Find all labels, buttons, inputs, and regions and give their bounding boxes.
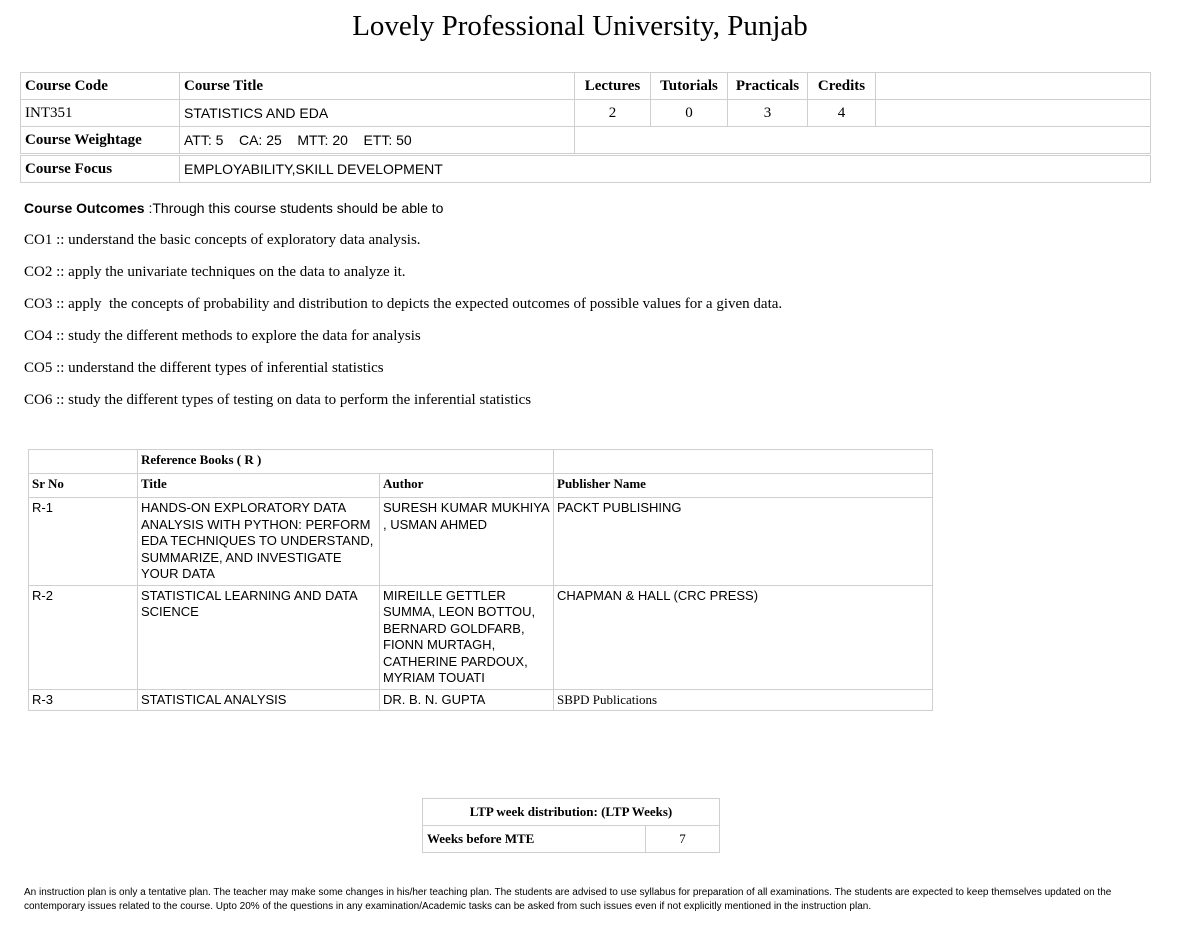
ref-publisher: SBPD Publications xyxy=(554,689,933,711)
ref-publisher: CHAPMAN & HALL (CRC PRESS) xyxy=(554,585,933,689)
ref-author: SURESH KUMAR MUKHIYA , USMAN AHMED xyxy=(380,498,554,586)
ltp-heading-row xyxy=(423,799,720,826)
ltp-heading: LTP week distribution: (LTP Weeks) xyxy=(423,799,720,826)
reference-books-table xyxy=(28,449,933,711)
header-lectures: Lectures xyxy=(575,73,651,100)
course-focus-label: Course Focus xyxy=(21,156,180,183)
lectures-value: 2 xyxy=(575,100,651,127)
course-title-value: STATISTICS AND EDA xyxy=(180,100,575,127)
course-header-row xyxy=(21,73,1151,100)
reference-section-empty-right xyxy=(554,450,933,474)
reference-section-label: Reference Books ( R ) xyxy=(138,450,554,474)
course-weightage-label: Course Weightage xyxy=(21,127,180,154)
ref-sr: R-1 xyxy=(29,498,138,586)
outcome-co2: CO2 :: apply the univariate techniques on the data to analyze it. xyxy=(24,264,406,280)
ref-sr: R-3 xyxy=(29,689,138,711)
outcome-co6: CO6 :: study the different types of testing on data to perform the inferential statistics xyxy=(24,392,532,408)
ltp-weeks-row xyxy=(423,826,720,853)
header-tutorials: Tutorials xyxy=(651,73,728,100)
credits-value: 4 xyxy=(808,100,876,127)
ref-title: STATISTICAL ANALYSIS xyxy=(138,689,380,711)
tutorials-value: 0 xyxy=(651,100,728,127)
column-publisher: Publisher Name xyxy=(554,474,933,498)
course-values-row xyxy=(21,100,1151,127)
table-row xyxy=(29,689,933,711)
table-row xyxy=(29,585,933,689)
course-outcomes-section xyxy=(24,198,782,422)
outcome-co4: CO4 :: study the different methods to explore the data for analysis xyxy=(24,328,421,344)
header-empty-cell xyxy=(876,73,1151,100)
page-title: Lovely Professional University, Punjab xyxy=(352,10,808,42)
reference-columns-row xyxy=(29,474,933,498)
column-sr-no: Sr No xyxy=(29,474,138,498)
outcome-co3: CO3 :: apply the concepts of probability and distribution to depicts the expected outcomes of possible values for a given data. xyxy=(24,296,783,312)
course-outcomes-title: Course Outcomes xyxy=(24,200,145,216)
weeks-before-mte-value: 7 xyxy=(646,826,720,853)
ref-publisher: PACKT PUBLISHING xyxy=(554,498,933,586)
header-credits: Credits xyxy=(808,73,876,100)
ltp-distribution-table xyxy=(422,798,720,853)
column-title: Title xyxy=(138,474,380,498)
course-info-table xyxy=(20,72,1151,183)
header-practicals: Practicals xyxy=(728,73,808,100)
weightage-empty-cell xyxy=(575,127,1151,154)
reference-section-row xyxy=(29,450,933,474)
column-author: Author xyxy=(380,474,554,498)
ref-title: HANDS-ON EXPLORATORY DATA ANALYSIS WITH PYTHON: PERFORM EDA TECHNIQUES TO UNDERSTAND, SUMMARIZE, AND INVESTIGATE YOUR DATA xyxy=(138,498,380,586)
table-row xyxy=(29,498,933,586)
ref-author: MIREILLE GETTLER SUMMA, LEON BOTTOU, BERNARD GOLDFARB, FIONN MURTAGH, CATHERINE PARDOUX, MYRIAM TOUATI xyxy=(380,585,554,689)
reference-section-empty xyxy=(29,450,138,474)
course-focus-row xyxy=(21,156,1151,183)
course-weightage-value: ATT: 5 CA: 25 MTT: 20 ETT: 50 xyxy=(180,127,575,154)
course-outcomes-intro: :Through this course students should be able to xyxy=(144,200,444,216)
course-code-value: INT351 xyxy=(21,100,180,127)
outcome-co1: CO1 :: understand the basic concepts of exploratory data analysis. xyxy=(24,232,421,248)
outcome-co5: CO5 :: understand the different types of inferential statistics xyxy=(24,360,384,376)
values-empty-cell xyxy=(876,100,1151,127)
ref-title: STATISTICAL LEARNING AND DATA SCIENCE xyxy=(138,585,380,689)
weeks-before-mte-label: Weeks before MTE xyxy=(423,826,646,853)
practicals-value: 3 xyxy=(728,100,808,127)
header-course-code: Course Code xyxy=(21,73,180,100)
course-focus-value: EMPLOYABILITY,SKILL DEVELOPMENT xyxy=(180,156,1151,183)
course-weightage-row xyxy=(21,127,1151,154)
ref-author: DR. B. N. GUPTA xyxy=(380,689,554,711)
course-outcomes-heading xyxy=(24,198,782,230)
header-course-title: Course Title xyxy=(180,73,575,100)
footnote: An instruction plan is only a tentative plan. The teacher may make some changes in his/her teaching plan. The students are advised to use syllabus for preparation of all examinations. The students are expected to keep themselves updated on the contemporary issues related to the course. Upto 20% of the questions in any examination/Academic tasks can be asked from such issues even if not explicitly mentioned in the instruction plan. xyxy=(24,887,1112,912)
ref-sr: R-2 xyxy=(29,585,138,689)
